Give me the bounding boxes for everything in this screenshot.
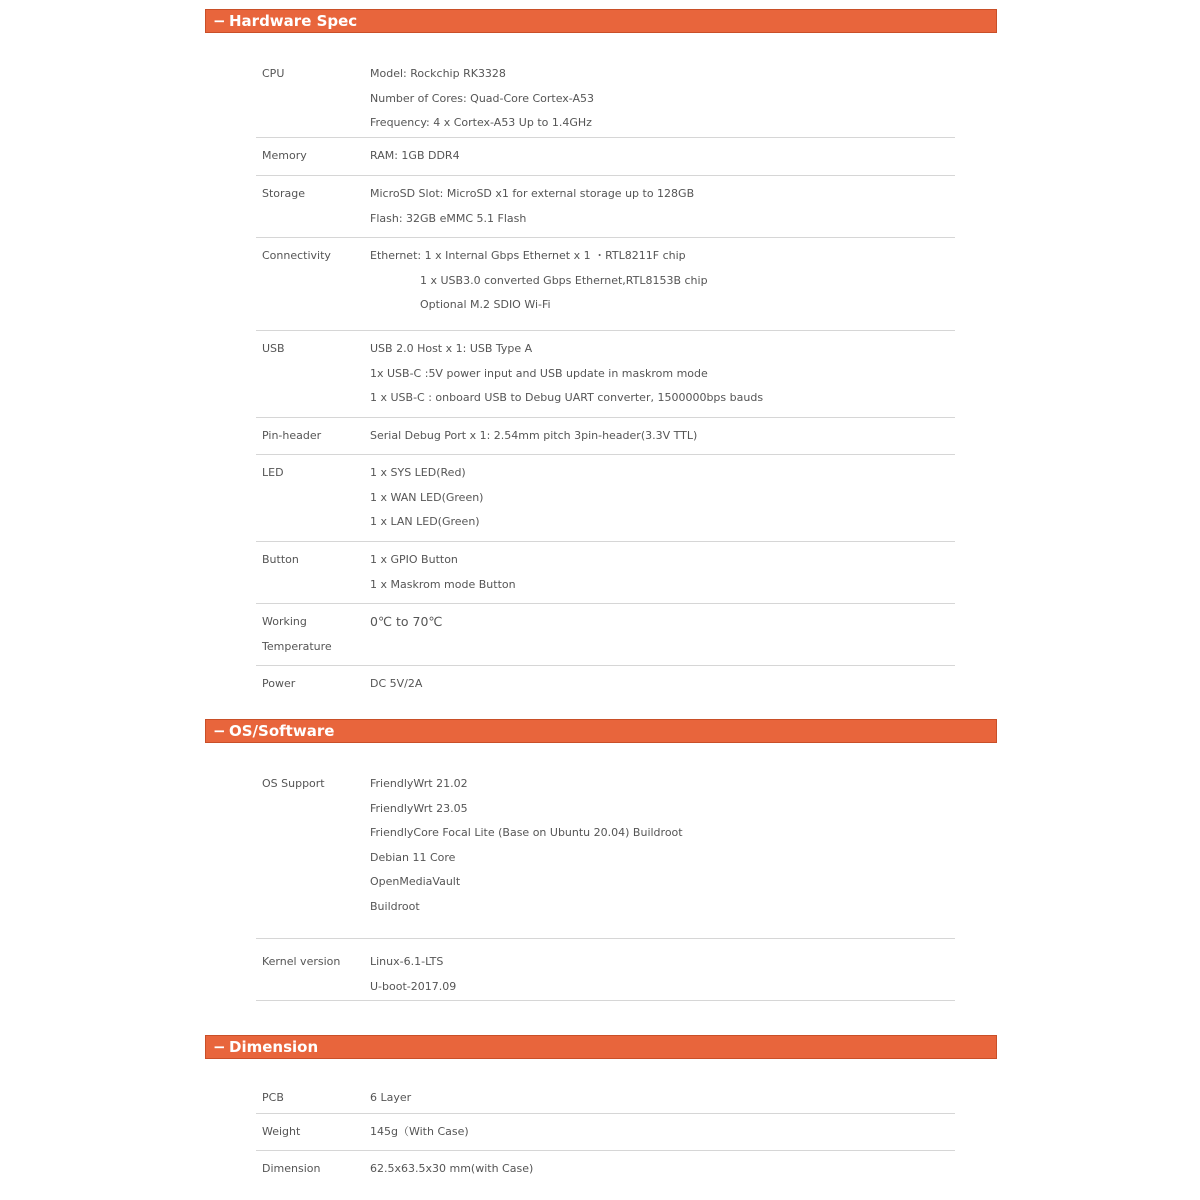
spec-label: Working Temperature [262,615,332,653]
section-header-hardware-spec[interactable] [205,9,997,33]
section-title: Dimension [229,1038,319,1056]
collapse-icon[interactable]: − [213,1038,226,1056]
spec-row-power [256,666,955,704]
spec-label: LED [262,466,284,479]
spec-label: Memory [262,149,307,162]
spec-label: Power [262,677,296,690]
spec-values: 62.5x63.5x30 mm(with Case) [370,1162,534,1175]
spec-row-kernel-version [256,939,955,1001]
spec-label: Pin-header [262,429,322,442]
spec-label: Dimension [262,1162,321,1175]
spec-values: DC 5V/2A [370,677,423,690]
spec-row-weight [256,1114,955,1151]
spec-row-dimension [256,1151,955,1189]
spec-values: 0℃ to 70℃ [370,614,443,629]
spec-label: OS Support [262,777,325,790]
hardware-spec-table [256,56,955,704]
spec-values: Linux-6.1-LTS U-boot-2017.09 [370,955,457,993]
spec-label: USB [262,342,285,355]
spec-values: Model: Rockchip RK3328 Number of Cores: Quad-Core Cortex-A53 Frequency: 4 x Cortex-A53 Up to 1.4GHz [370,67,595,129]
spec-row-memory [256,138,955,176]
spec-label: Kernel version [262,955,341,968]
spec-row-button [256,542,955,604]
spec-label: Storage [262,187,306,200]
spec-row-connectivity [256,238,955,331]
spec-values: 1 x SYS LED(Red) 1 x WAN LED(Green) 1 x LAN LED(Green) [370,466,484,528]
spec-label: CPU [262,67,285,80]
spec-label: Connectivity [262,249,331,262]
spec-row-pcb [256,1080,955,1114]
section-header-os-software[interactable] [205,719,997,743]
collapse-icon[interactable]: − [213,722,226,740]
spec-values: 1 x GPIO Button 1 x Maskrom mode Button [370,553,516,591]
spec-values: 6 Layer [370,1091,412,1104]
spec-row-led [256,455,955,542]
spec-row-storage [256,176,955,238]
spec-values: Ethernet: 1 x Internal Gbps Ethernet x 1 ・RTL8211F chip 1 x USB3.0 converted Gbps Ethernet,RTL8153B chip Optional M.2 SDIO Wi-Fi [370,249,708,311]
spec-values: FriendlyWrt 21.02 FriendlyWrt 23.05 FriendlyCore Focal Lite (Base on Ubuntu 20.04) Buildroot Debian 11 Core OpenMediaVault Buildroot [370,777,683,913]
spec-values: 145g（With Case) [370,1125,469,1138]
spec-row-working-temperature [256,604,955,666]
spec-label: Button [262,553,299,566]
spec-label: PCB [262,1091,284,1104]
spec-label: Weight [262,1125,301,1138]
spec-values: RAM: 1GB DDR4 [370,149,460,162]
section-title: OS/Software [229,722,335,740]
spec-row-pin-header [256,418,955,455]
spec-values: Serial Debug Port x 1: 2.54mm pitch 3pin-header(3.3V TTL) [370,429,698,442]
os-software-table [256,766,955,1001]
spec-row-cpu [256,56,955,138]
dimension-table [256,1080,955,1189]
spec-row-os-support [256,766,955,939]
collapse-icon[interactable]: − [213,12,226,30]
spec-row-usb [256,331,955,418]
section-title: Hardware Spec [229,12,358,30]
section-header-dimension[interactable] [205,1035,997,1059]
spec-values: MicroSD Slot: MicroSD x1 for external storage up to 128GB Flash: 32GB eMMC 5.1 Flash [370,187,695,225]
spec-values: USB 2.0 Host x 1: USB Type A 1x USB-C :5V power input and USB update in maskrom mode 1 x USB-C : onboard USB to Debug UART converter, 1500000bps bauds [370,342,764,404]
